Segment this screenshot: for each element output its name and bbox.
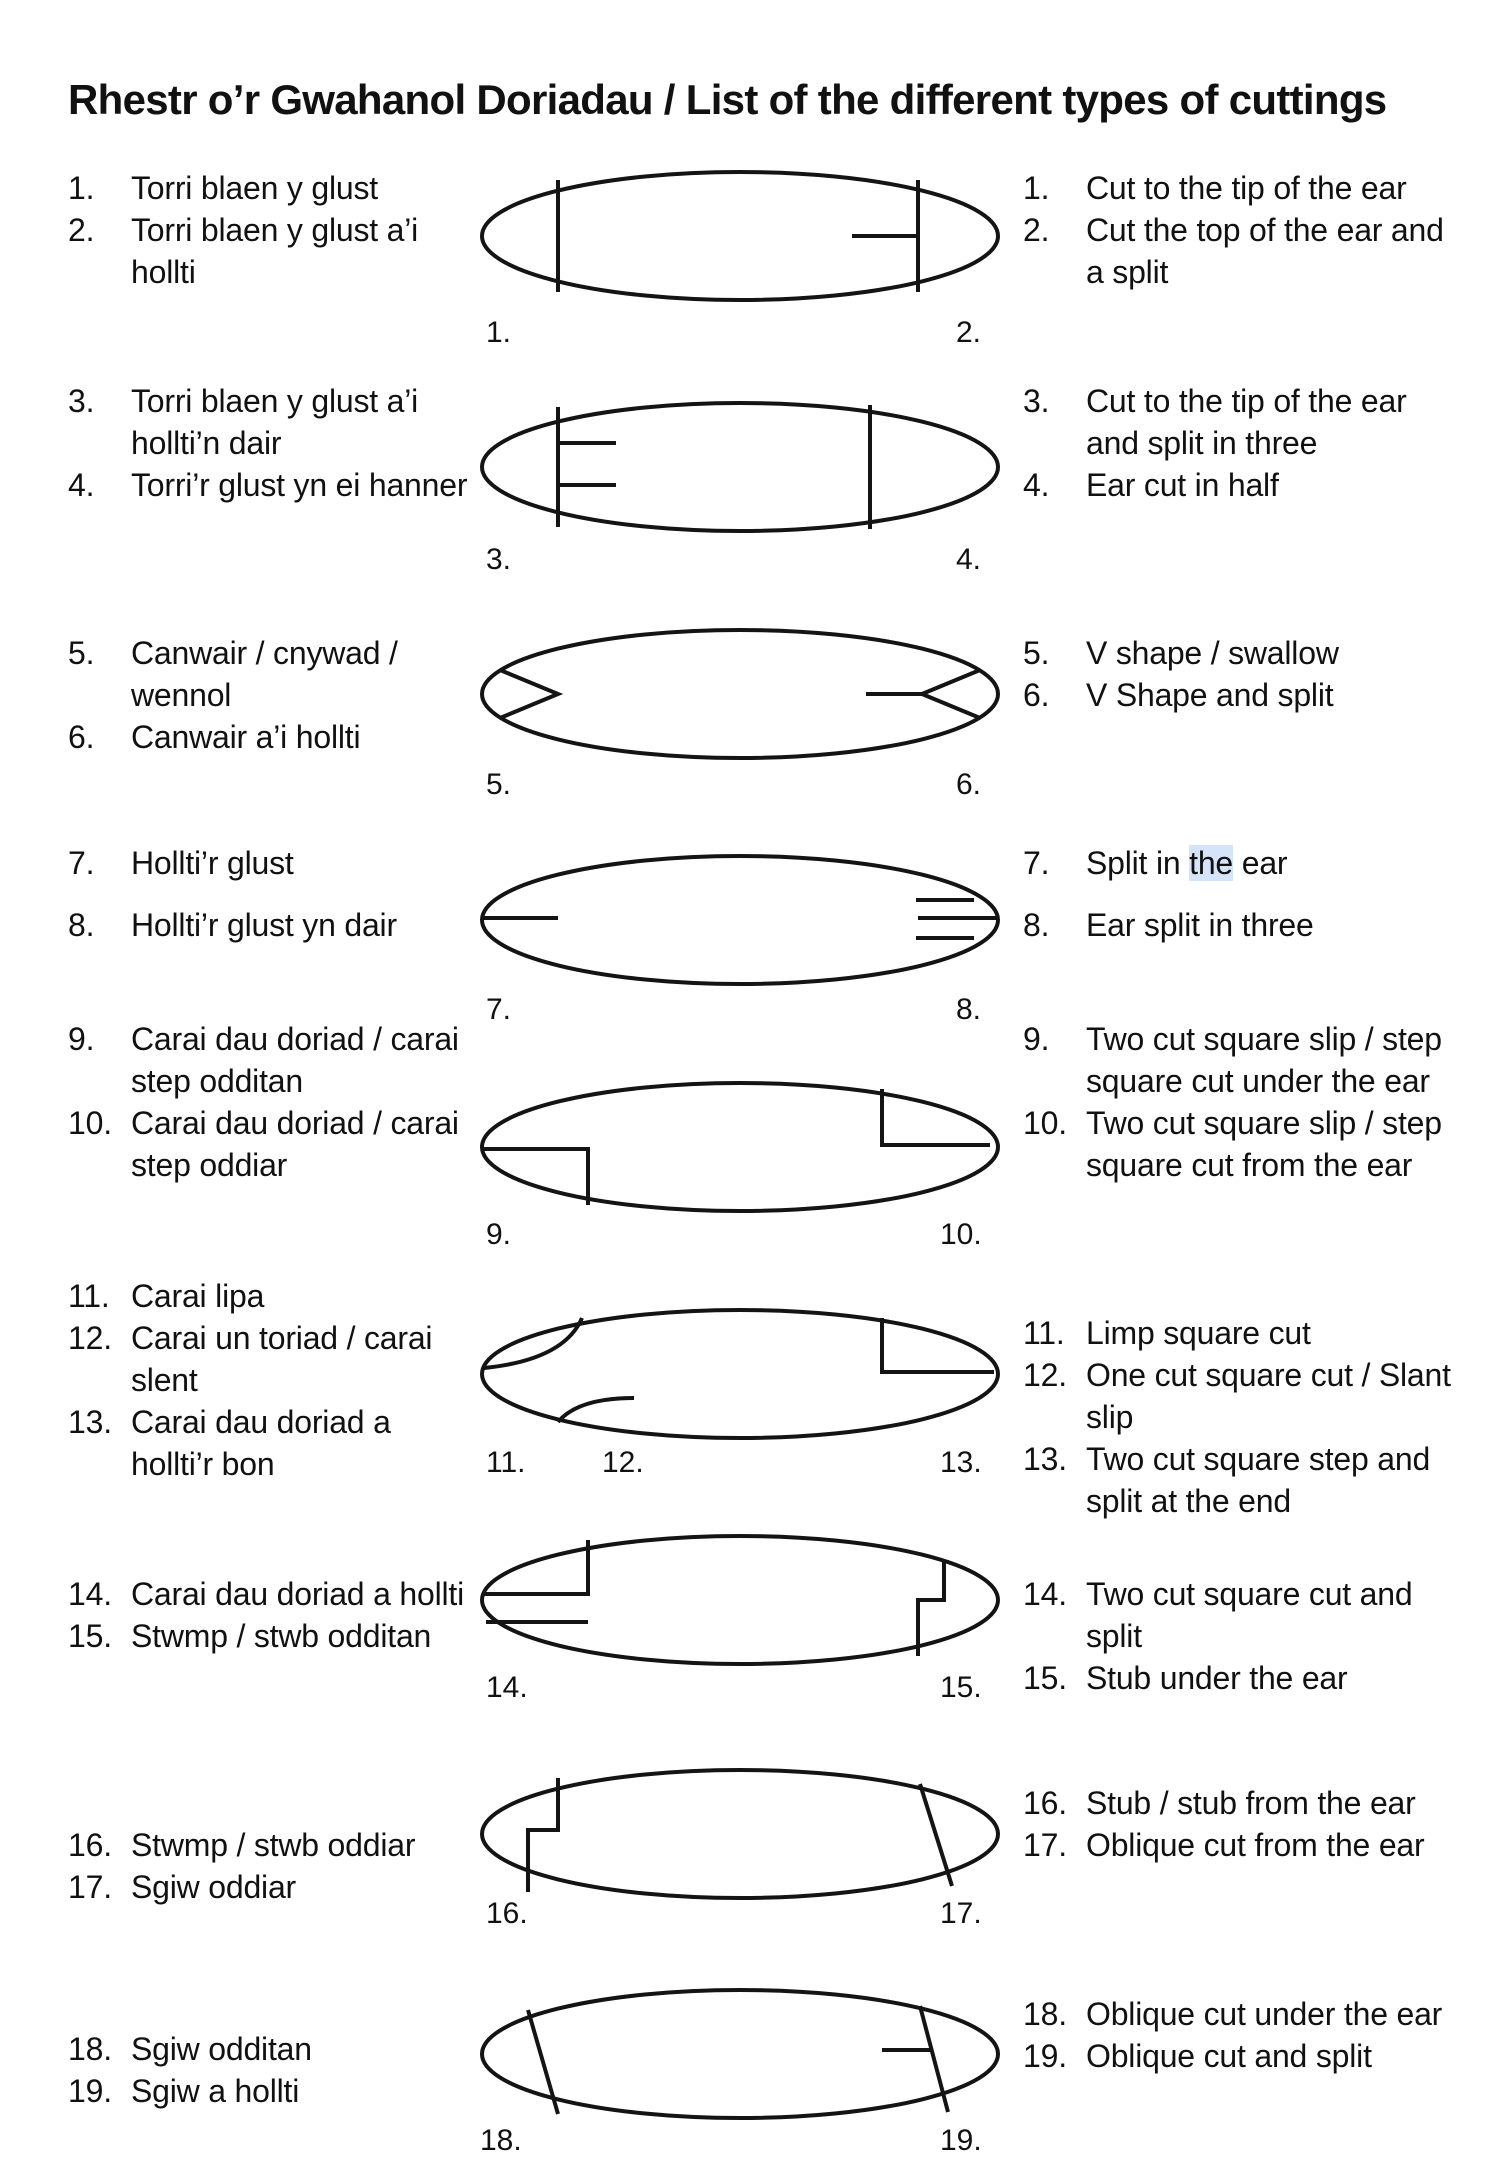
english-item-11	[1023, 1312, 1453, 1354]
diagram-label: 3.	[486, 543, 512, 576]
item-text: V shape / swallow	[1086, 635, 1339, 671]
item-number: 19.	[68, 2073, 112, 2109]
item-number: 15.	[68, 1618, 112, 1654]
welsh-list-3-4	[68, 380, 468, 506]
english-item-1	[1023, 167, 1453, 209]
item-text-before: Split in	[1086, 845, 1190, 881]
welsh-item-1	[68, 167, 468, 209]
item-number: 3.	[1023, 383, 1050, 419]
welsh-list-11-13	[68, 1275, 468, 1485]
english-item-18	[1023, 1993, 1453, 2035]
diagram-label: 16.	[486, 1897, 528, 1930]
item-text: Carai dau doriad a hollti’r bon	[131, 1404, 391, 1482]
ear-diagram-5-6	[470, 624, 1010, 764]
item-number: 10.	[1023, 1105, 1067, 1141]
item-number: 7.	[1023, 845, 1050, 881]
item-number: 10.	[68, 1105, 112, 1141]
diagram-label: 2.	[956, 316, 982, 349]
english-list-3-4	[1023, 380, 1453, 506]
welsh-item-19	[68, 2070, 468, 2112]
item-text: Carai dau doriad / carai step oddiar	[131, 1105, 459, 1183]
item-text: One cut square cut / Slant slip	[1086, 1357, 1451, 1435]
item-number: 11.	[1023, 1315, 1065, 1351]
welsh-item-10	[68, 1102, 468, 1186]
diagram-label: 4.	[956, 543, 982, 576]
diagram-label: 12.	[602, 1446, 644, 1479]
ear-diagram-16-17	[470, 1764, 1010, 1904]
diagram-label: 7.	[486, 993, 512, 1026]
english-item-13	[1023, 1438, 1453, 1522]
english-list-1-2	[1023, 167, 1453, 293]
welsh-list-7-8	[68, 842, 468, 946]
item-text: Torri blaen y glust a’i hollti	[131, 212, 419, 290]
item-text: Oblique cut and split	[1086, 2038, 1372, 2074]
item-text: Carai dau doriad a hollti	[131, 1576, 464, 1612]
welsh-list-16-17	[68, 1824, 468, 1908]
item-text: Canwair / cnywad / wennol	[131, 635, 398, 713]
diagram-label: 19.	[940, 2124, 982, 2157]
item-text: Ear split in three	[1086, 907, 1314, 943]
item-text: Sgiw odditan	[131, 2031, 312, 2067]
item-number: 9.	[68, 1021, 95, 1057]
item-text: Sgiw a hollti	[131, 2073, 300, 2109]
item-text: Two cut square cut and split	[1086, 1576, 1413, 1654]
v-shape-mark	[500, 670, 558, 718]
item-number: 6.	[1023, 677, 1050, 713]
english-item-6	[1023, 674, 1453, 716]
item-text: Torri blaen y glust	[131, 170, 378, 206]
ear-diagram-3-4	[470, 397, 1010, 537]
slant-slip-mark	[558, 1398, 634, 1422]
welsh-item-11	[68, 1275, 468, 1317]
item-number: 8.	[68, 907, 95, 943]
welsh-item-17	[68, 1866, 468, 1908]
english-list-16-17	[1023, 1782, 1453, 1866]
english-item-19	[1023, 2035, 1453, 2077]
item-number: 8.	[1023, 907, 1050, 943]
item-number: 3.	[68, 383, 95, 419]
item-text: Carai un toriad / carai slent	[131, 1320, 433, 1398]
item-number: 11.	[68, 1278, 110, 1314]
welsh-item-12	[68, 1317, 468, 1401]
ear-diagram-18-19	[470, 1984, 1010, 2124]
ear-diagram-9-10	[470, 1077, 1010, 1217]
welsh-item-13	[68, 1401, 468, 1485]
item-number: 14.	[68, 1576, 112, 1612]
item-text: Limp square cut	[1086, 1315, 1311, 1351]
item-number: 14.	[1023, 1576, 1067, 1612]
english-list-18-19	[1023, 1993, 1453, 2077]
item-number: 4.	[68, 467, 95, 503]
item-number: 16.	[68, 1827, 112, 1863]
diagram-label: 18.	[480, 2124, 522, 2157]
item-text: Cut to the tip of the ear and split in three	[1086, 383, 1407, 461]
item-number: 18.	[68, 2031, 112, 2067]
english-item-8	[1023, 904, 1453, 946]
item-text: Cut the top of the ear and a split	[1086, 212, 1444, 290]
item-number: 7.	[68, 845, 95, 881]
item-text: Two cut square step and split at the end	[1086, 1441, 1431, 1519]
item-text: Two cut square slip / step square cut under the ear	[1086, 1021, 1442, 1099]
english-list-11-13	[1023, 1312, 1453, 1522]
welsh-item-6	[68, 716, 468, 758]
item-text: Torri’r glust yn ei hanner	[131, 467, 468, 503]
welsh-item-18	[68, 2028, 468, 2070]
diagram-label: 8.	[956, 993, 982, 1026]
oblique-from-mark	[920, 1784, 952, 1886]
english-list-14-15	[1023, 1573, 1453, 1699]
ear-diagram-7-8	[470, 850, 1010, 990]
item-text: Hollti’r glust yn dair	[131, 907, 397, 943]
english-item-10	[1023, 1102, 1453, 1186]
ear-diagram-1-2	[470, 166, 1010, 306]
item-number: 5.	[1023, 635, 1050, 671]
v-shape-split-mark	[866, 670, 980, 718]
welsh-list-18-19	[68, 2028, 468, 2112]
english-list-9-10	[1023, 1018, 1453, 1186]
item-number: 12.	[1023, 1357, 1067, 1393]
welsh-item-8	[68, 904, 468, 946]
item-number: 1.	[1023, 170, 1050, 206]
english-item-2	[1023, 209, 1453, 293]
diagram-label: 14.	[486, 1671, 528, 1704]
item-text: V Shape and split	[1086, 677, 1334, 713]
item-text: Stwmp / stwb odditan	[131, 1618, 432, 1654]
welsh-item-16	[68, 1824, 468, 1866]
item-number: 4.	[1023, 467, 1050, 503]
item-number: 2.	[1023, 212, 1050, 248]
diagram-label: 5.	[486, 768, 512, 801]
page-title: Rhestr o’r Gwahanol Doriadau / List of the different types of cuttings	[68, 76, 1387, 123]
item-number: 16.	[1023, 1785, 1067, 1821]
english-item-15	[1023, 1657, 1453, 1699]
welsh-item-9	[68, 1018, 468, 1102]
welsh-item-15	[68, 1615, 468, 1657]
item-text: Ear cut in half	[1086, 467, 1279, 503]
item-text: Stub under the ear	[1086, 1660, 1348, 1696]
item-number: 2.	[68, 212, 95, 248]
item-text: Hollti’r glust	[131, 845, 294, 881]
item-number: 19.	[1023, 2038, 1067, 2074]
step-split-end-mark	[882, 1318, 994, 1372]
ear-diagram-14-15	[470, 1530, 1010, 1670]
english-item-14	[1023, 1573, 1453, 1657]
item-text: Oblique cut from the ear	[1086, 1827, 1425, 1863]
item-number: 17.	[1023, 1827, 1067, 1863]
diagram-label: 9.	[486, 1218, 512, 1251]
split-three-mark	[916, 900, 996, 938]
welsh-list-9-10	[68, 1018, 468, 1186]
english-item-4	[1023, 464, 1453, 506]
diagram-label: 6.	[956, 768, 982, 801]
item-number: 6.	[68, 719, 95, 755]
cut-tip-split-mark	[852, 180, 918, 292]
highlighted-word: the	[1189, 845, 1234, 881]
welsh-item-5	[68, 632, 468, 716]
item-text: Carai dau doriad / carai step odditan	[131, 1021, 459, 1099]
item-number: 5.	[68, 635, 95, 671]
diagram-label: 13.	[940, 1446, 982, 1479]
welsh-list-14-15	[68, 1573, 468, 1657]
item-number: 1.	[68, 170, 95, 206]
item-number: 13.	[1023, 1441, 1067, 1477]
english-list-7-8	[1023, 842, 1453, 946]
item-text: Two cut square slip / step square cut from the ear	[1086, 1105, 1442, 1183]
welsh-list-5-6	[68, 632, 468, 758]
english-item-3	[1023, 380, 1453, 464]
oblique-under-mark	[528, 2010, 558, 2114]
diagram-label: 11.	[486, 1446, 526, 1479]
ear-diagram-11-13	[470, 1304, 1010, 1444]
item-text: Stwmp / stwb oddiar	[131, 1827, 416, 1863]
item-number: 18.	[1023, 1996, 1067, 2032]
welsh-item-3	[68, 380, 468, 464]
english-item-17	[1023, 1824, 1453, 1866]
english-item-9	[1023, 1018, 1453, 1102]
item-text: Cut to the tip of the ear	[1086, 170, 1407, 206]
item-text: Sgiw oddiar	[131, 1869, 297, 1905]
english-item-12	[1023, 1354, 1453, 1438]
english-item-5	[1023, 632, 1453, 674]
cut-tip-split-three-mark	[558, 407, 616, 527]
item-number: 15.	[1023, 1660, 1067, 1696]
diagram-label: 15.	[940, 1671, 982, 1704]
item-number: 13.	[68, 1404, 112, 1440]
welsh-item-14	[68, 1573, 468, 1615]
english-list-5-6	[1023, 632, 1453, 716]
diagram-label: 10.	[940, 1218, 982, 1251]
item-text: Stub / stub from the ear	[1086, 1785, 1416, 1821]
diagram-label: 1.	[486, 316, 512, 349]
item-number: 9.	[1023, 1021, 1050, 1057]
welsh-item-7	[68, 842, 468, 884]
item-text: Carai lipa	[131, 1278, 265, 1314]
item-text: Torri blaen y glust a’i hollti’n dair	[131, 383, 419, 461]
english-item-7	[1023, 842, 1453, 884]
welsh-item-4	[68, 464, 468, 506]
welsh-list-1-2	[68, 167, 468, 293]
english-item-16	[1023, 1782, 1453, 1824]
welsh-item-2	[68, 209, 468, 293]
diagram-label: 17.	[940, 1897, 982, 1930]
item-text-after: ear	[1233, 845, 1288, 881]
item-number: 12.	[68, 1320, 112, 1356]
item-text: Oblique cut under the ear	[1086, 1996, 1443, 2032]
item-number: 17.	[68, 1869, 112, 1905]
item-text: Canwair a’i hollti	[131, 719, 361, 755]
